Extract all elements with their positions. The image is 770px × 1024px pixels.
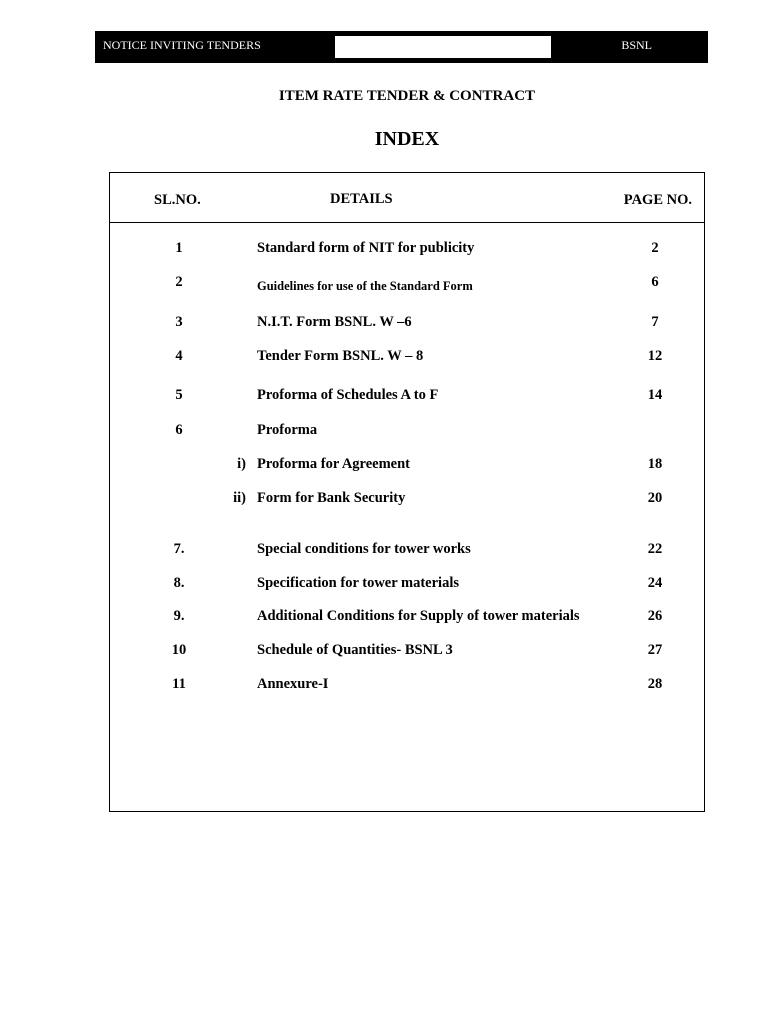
table-row xyxy=(110,348,704,368)
row-sub: ii) xyxy=(233,490,246,506)
header-bar xyxy=(95,31,708,63)
table-row xyxy=(110,676,704,696)
row-page: 28 xyxy=(647,676,663,692)
row-sl: 5 xyxy=(175,387,183,403)
table-row xyxy=(110,456,704,476)
row-details: Tender Form BSNL. W – 8 xyxy=(257,348,424,364)
row-details: Specification for tower materials xyxy=(257,575,460,591)
column-header-sl: SL.NO. xyxy=(154,192,201,208)
column-header-details: DETAILS xyxy=(330,191,393,207)
row-sl: 8. xyxy=(173,575,185,591)
page-title: INDEX xyxy=(374,128,440,150)
row-details: N.I.T. Form BSNL. W –6 xyxy=(257,314,412,330)
row-page: 22 xyxy=(647,541,663,557)
row-sl: 9. xyxy=(173,608,185,624)
row-page: 12 xyxy=(647,348,663,364)
row-sl: 4 xyxy=(175,348,183,364)
row-details: Standard form of NIT for publicity xyxy=(257,240,475,256)
row-page: 7 xyxy=(651,314,659,330)
table-row xyxy=(110,314,704,334)
row-sub: i) xyxy=(237,456,246,472)
row-sl: 11 xyxy=(172,676,186,692)
row-details: Additional Conditions for Supply of tower materials xyxy=(257,608,580,624)
row-sl: 1 xyxy=(175,240,183,256)
table-row xyxy=(110,490,704,510)
row-details: Proforma xyxy=(257,422,318,438)
document-subtitle: ITEM RATE TENDER & CONTRACT xyxy=(278,88,536,104)
row-sl: 3 xyxy=(175,314,183,330)
row-sl: 2 xyxy=(175,274,183,290)
row-page: 20 xyxy=(647,490,663,506)
header-left-text: NOTICE INVITING TENDERS xyxy=(103,38,261,52)
table-row xyxy=(110,422,704,442)
header-blank-box xyxy=(335,36,551,58)
row-details: Form for Bank Security xyxy=(257,490,406,506)
row-details: Special conditions for tower works xyxy=(257,541,471,557)
row-page: 27 xyxy=(647,642,663,658)
row-details: Schedule of Quantities- BSNL 3 xyxy=(257,642,453,658)
table-row xyxy=(110,274,704,294)
row-page: 14 xyxy=(647,387,663,403)
table-header xyxy=(110,173,704,223)
row-sl: 10 xyxy=(171,642,187,658)
row-page: 6 xyxy=(651,274,659,290)
row-sl: 6 xyxy=(175,422,183,438)
row-details: Proforma of Schedules A to F xyxy=(257,387,439,403)
header-right-text: BSNL xyxy=(621,38,652,52)
row-details: Proforma for Agreement xyxy=(257,456,411,472)
row-page: 24 xyxy=(647,575,663,591)
table-row xyxy=(110,575,704,595)
table-row xyxy=(110,387,704,407)
row-page: 18 xyxy=(647,456,663,472)
table-row xyxy=(110,642,704,662)
table-row xyxy=(110,541,704,561)
column-header-page: PAGE NO. xyxy=(623,192,692,208)
table-row xyxy=(110,608,704,628)
row-details: Guidelines for use of the Standard Form xyxy=(257,279,473,293)
row-sl: 7. xyxy=(173,541,185,557)
row-page: 2 xyxy=(651,240,659,256)
table-row xyxy=(110,240,704,260)
row-details: Annexure-I xyxy=(257,676,329,692)
row-page: 26 xyxy=(647,608,663,624)
index-table xyxy=(109,172,705,812)
